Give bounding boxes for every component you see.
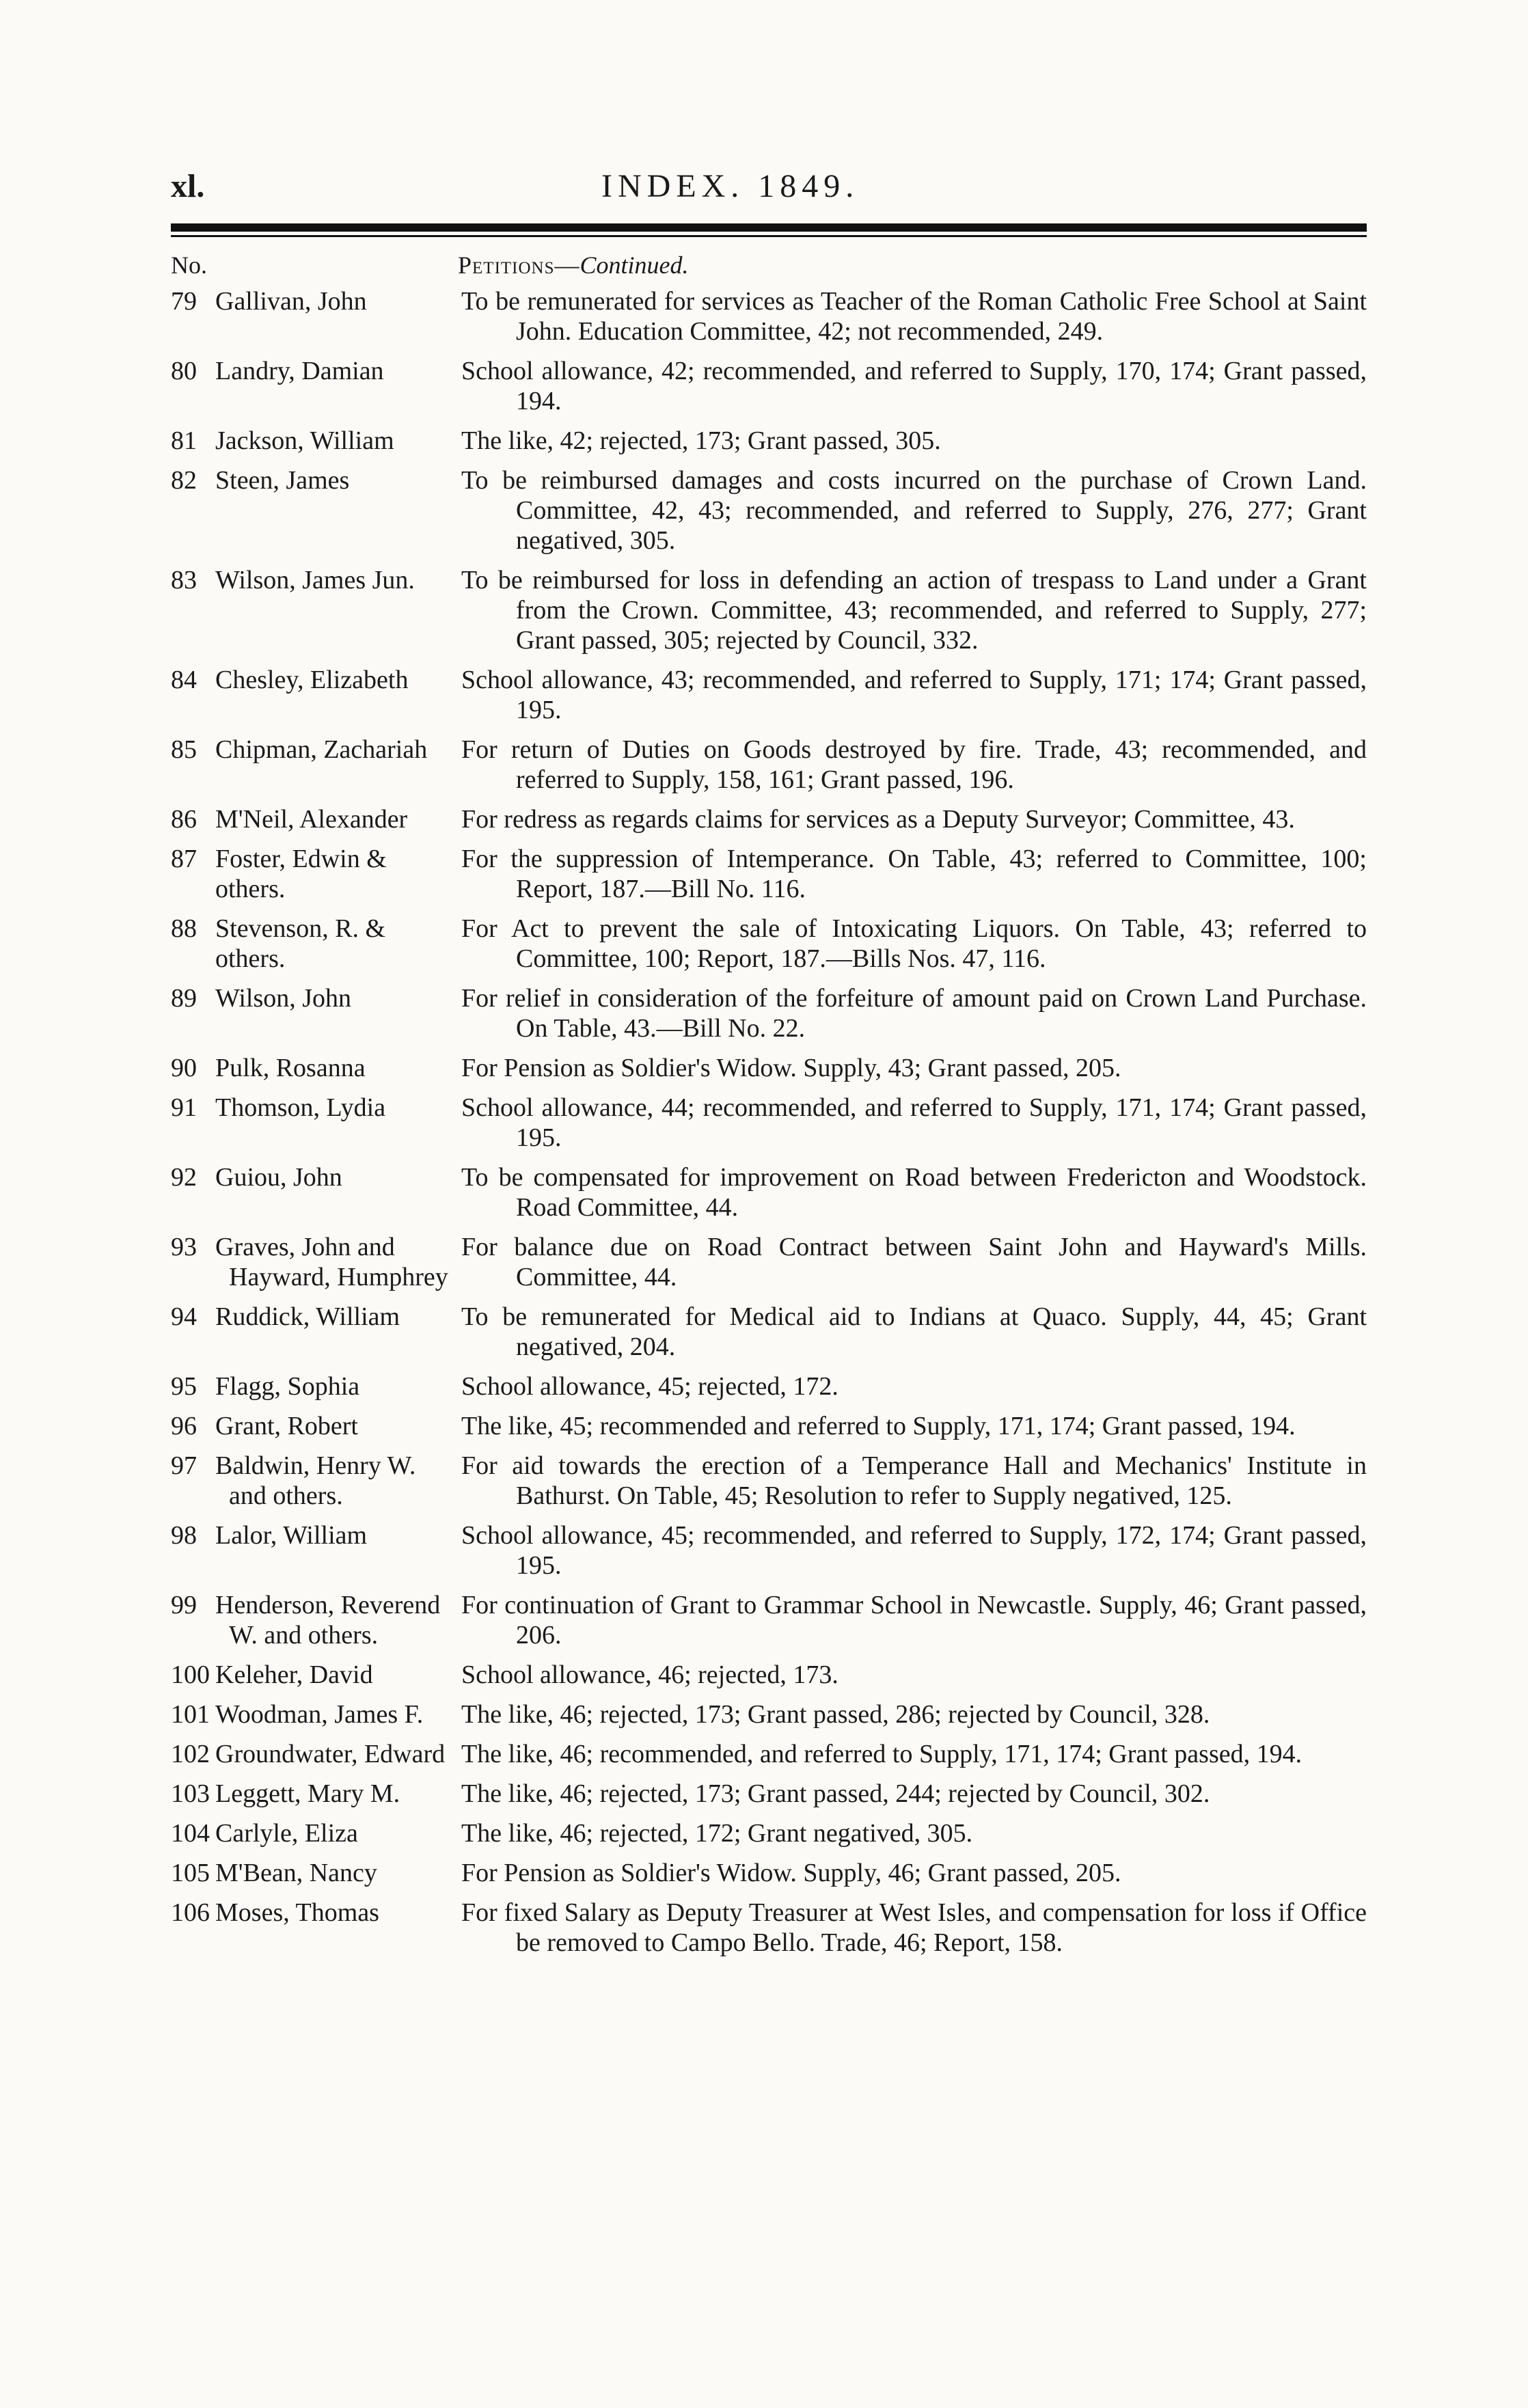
petitioner-name-line: Carlyle, Eliza <box>215 1819 358 1848</box>
petitioner-name-line: Steen, James <box>215 466 350 495</box>
petitioner-name-line: Grant, Robert <box>215 1412 358 1440</box>
petitioner-name-line: Jackson, William <box>215 426 394 455</box>
entry-number: 105 <box>171 1859 210 1887</box>
entry-number: 79 <box>171 287 197 316</box>
entry-number: 100 <box>171 1660 210 1689</box>
page-header <box>171 161 1367 208</box>
petition-entry <box>171 1371 1367 1401</box>
entry-number: 96 <box>171 1412 197 1440</box>
petitioner-name-line: Lalor, William <box>215 1521 368 1550</box>
header-rule-thin <box>171 235 1367 237</box>
petitioner-name-line: Baldwin, Henry W. <box>215 1451 416 1480</box>
petition-description: To be reimbursed for loss in defending an action of trespass to Land under a Grant from the Crown. Committee, 43; recommended, and referred to Supply, 277; Grant passed, 305; rejected by Council, 332. <box>461 566 1367 655</box>
petitioner-name-line: Wilson, James Jun. <box>215 566 415 594</box>
petitioner-name-line: Stevenson, R. & others. <box>215 914 386 973</box>
petitioner-name-line: Flagg, Sophia <box>215 1372 360 1401</box>
header-rule-thick <box>171 223 1367 232</box>
petitioner-name <box>208 286 461 346</box>
petition-entry <box>171 426 1367 456</box>
entry-number: 101 <box>171 1700 210 1729</box>
petitioner-name <box>208 1371 461 1401</box>
entry-number: 95 <box>171 1372 197 1401</box>
entry-number: 87 <box>171 845 197 873</box>
petitioner-name <box>208 1093 461 1153</box>
petition-entry <box>171 1699 1367 1729</box>
petition-entry <box>171 1818 1367 1848</box>
petition-description: School allowance, 43; recommended, and referred to Supply, 171; 174; Grant passed, 195. <box>461 666 1367 724</box>
petition-entry <box>171 1660 1367 1690</box>
entry-number: 91 <box>171 1093 197 1122</box>
entry-number: 97 <box>171 1451 197 1480</box>
entry-number: 104 <box>171 1819 210 1848</box>
number-column-label: No. <box>171 251 207 279</box>
petition-description: School allowance, 46; rejected, 173. <box>461 1660 838 1689</box>
petitioner-name-line: Groundwater, Edward <box>215 1740 446 1768</box>
petitioner-name <box>208 914 461 974</box>
petition-entry <box>171 1302 1367 1362</box>
petitioner-name-line: M'Neil, Alexander <box>215 805 408 834</box>
petitioner-name-line: Ruddick, William <box>215 1302 400 1331</box>
petition-description: School allowance, 44; recommended, and referred to Supply, 171, 174; Grant passed, 195. <box>461 1093 1367 1152</box>
entry-number: 99 <box>171 1591 197 1619</box>
petitioner-name-line: Chipman, Zachariah <box>215 735 428 764</box>
petition-description: The like, 45; recommended and referred to Supply, 171, 174; Grant passed, 194. <box>461 1412 1296 1440</box>
petitioner-name <box>208 565 461 655</box>
entry-number: 86 <box>171 805 197 834</box>
petitioner-name <box>208 1898 461 1958</box>
petition-description: For balance due on Road Contract between Saint John and Hayward's Mills. Committee, 44. <box>461 1233 1367 1291</box>
petition-entry <box>171 1451 1367 1511</box>
petitioner-name <box>208 844 461 904</box>
entry-number: 92 <box>171 1163 197 1192</box>
petition-entry <box>171 465 1367 556</box>
petitioner-name-line: Graves, John and <box>215 1233 395 1261</box>
entry-number: 81 <box>171 426 197 455</box>
petition-entry <box>171 1093 1367 1153</box>
section-label: Petitions— <box>458 251 580 279</box>
petitioner-name-line: Chesley, Elizabeth <box>215 666 409 694</box>
petitioner-name <box>208 1411 461 1441</box>
petitioner-name <box>208 804 461 834</box>
petitioner-name <box>208 1779 461 1809</box>
petition-entry <box>171 1162 1367 1222</box>
petitioner-name <box>208 1053 461 1083</box>
petitioner-name-line: Foster, Edwin & others. <box>215 845 387 903</box>
petition-description: School allowance, 45; recommended, and referred to Supply, 172, 174; Grant passed, 195. <box>461 1521 1367 1580</box>
petitioner-name-line: Wilson, John <box>215 984 352 1013</box>
petitioner-name-line: Leggett, Mary M. <box>215 1779 400 1808</box>
petitioner-name <box>208 1520 461 1581</box>
petition-entry <box>171 1739 1367 1769</box>
petition-description: To be remunerated for services as Teacher of the Roman Catholic Free School at Saint John. Education Committee, 42; not recommended, 249. <box>461 287 1367 346</box>
petition-description: The like, 46; recommended, and referred to Supply, 171, 174; Grant passed, 194. <box>461 1740 1302 1768</box>
petitioner-name <box>208 1660 461 1690</box>
petition-entry <box>171 665 1367 725</box>
petition-description: For the suppression of Intemperance. On Table, 43; referred to Committee, 100; Report, 187.—Bill No. 116. <box>461 845 1367 903</box>
petition-description: School allowance, 45; rejected, 172. <box>461 1372 838 1401</box>
petition-entry <box>171 983 1367 1043</box>
index-page <box>171 161 1367 1967</box>
petitioner-name-line: Keleher, David <box>215 1660 373 1689</box>
entry-number: 89 <box>171 984 197 1013</box>
petitioner-name-line: Guiou, John <box>215 1163 342 1192</box>
petitioner-name-continuation: W. and others. <box>229 1621 379 1650</box>
petition-entry <box>171 286 1367 346</box>
petitioner-name <box>208 665 461 725</box>
continued-label: Continued. <box>579 251 689 279</box>
petition-entry <box>171 1898 1367 1958</box>
petitioner-name-line: Gallivan, John <box>215 287 367 316</box>
petition-description: The like, 46; rejected, 173; Grant passed, 286; rejected by Council, 328. <box>461 1700 1210 1729</box>
entry-number: 84 <box>171 666 197 694</box>
entry-number: 82 <box>171 466 197 495</box>
petition-entry <box>171 356 1367 416</box>
petitioner-name <box>208 1232 461 1292</box>
petitioner-name <box>208 356 461 416</box>
page-title: INDEX. 1849. <box>601 168 860 204</box>
entry-number: 88 <box>171 914 197 943</box>
petition-description: To be compensated for improvement on Road between Fredericton and Woodstock. Road Committee, 44. <box>461 1163 1367 1222</box>
petitioner-name-line: Thomson, Lydia <box>215 1093 386 1122</box>
entry-number: 80 <box>171 357 197 385</box>
petitioner-name <box>208 1818 461 1848</box>
petitioner-name-line: Henderson, Reverend <box>215 1591 441 1619</box>
petition-entry <box>171 914 1367 974</box>
petition-entries <box>171 286 1367 1958</box>
petitioner-name <box>208 1739 461 1769</box>
petitioner-name-continuation: Hayward, Humphrey <box>229 1263 448 1291</box>
petitioner-name <box>208 1162 461 1222</box>
petition-description: For redress as regards claims for services as a Deputy Surveyor; Committee, 43. <box>461 805 1295 834</box>
petition-entry <box>171 1779 1367 1809</box>
petitioner-name <box>208 735 461 795</box>
petition-description: The like, 42; rejected, 173; Grant passed, 305. <box>461 426 941 455</box>
petitioner-name <box>208 1590 461 1650</box>
petitioner-name <box>208 465 461 556</box>
entry-number: 106 <box>171 1898 210 1927</box>
section-heading <box>458 251 689 279</box>
petition-entry <box>171 1858 1367 1888</box>
column-header <box>171 251 1367 282</box>
petitioner-name <box>208 983 461 1043</box>
petition-entry <box>171 1520 1367 1581</box>
petition-description: For Pension as Soldier's Widow. Supply, 43; Grant passed, 205. <box>461 1054 1121 1082</box>
petition-entry <box>171 1411 1367 1441</box>
petition-description: For aid towards the erection of a Temperance Hall and Mechanics' Institute in Bathurst. On Table, 45; Resolution to refer to Supply negatived, 125. <box>461 1451 1367 1510</box>
petitioner-name-line: Moses, Thomas <box>215 1898 379 1927</box>
petition-description: The like, 46; rejected, 172; Grant negatived, 305. <box>461 1819 973 1848</box>
petition-entry <box>171 1590 1367 1650</box>
petition-description: The like, 46; rejected, 173; Grant passed, 244; rejected by Council, 302. <box>461 1779 1210 1808</box>
page-number: xl. <box>171 168 205 204</box>
petition-description: For continuation of Grant to Grammar School in Newcastle. Supply, 46; Grant passed, 206. <box>461 1591 1367 1650</box>
petition-description: For fixed Salary as Deputy Treasurer at West Isles, and compensation for loss if Office be removed to Campo Bello. Trade, 46; Report, 158. <box>461 1898 1367 1957</box>
entry-number: 103 <box>171 1779 210 1808</box>
petitioner-name-line: Landry, Damian <box>215 357 384 385</box>
petitioner-name <box>208 1451 461 1511</box>
entry-number: 102 <box>171 1740 210 1768</box>
petition-description: For Act to prevent the sale of Intoxicating Liquors. On Table, 43; referred to Committee, 100; Report, 187.—Bills Nos. 47, 116. <box>461 914 1367 973</box>
petitioner-name-line: Pulk, Rosanna <box>215 1054 366 1082</box>
entry-number: 85 <box>171 735 197 764</box>
entry-number: 94 <box>171 1302 197 1331</box>
petitioner-name <box>208 426 461 456</box>
entry-number: 98 <box>171 1521 197 1550</box>
petition-entry <box>171 565 1367 655</box>
petition-description: For relief in consideration of the forfeiture of amount paid on Crown Land Purchase. On Table, 43.—Bill No. 22. <box>461 984 1367 1043</box>
petition-description: School allowance, 42; recommended, and referred to Supply, 170, 174; Grant passed, 194. <box>461 357 1367 415</box>
entry-number: 90 <box>171 1054 197 1082</box>
petitioner-name <box>208 1302 461 1362</box>
petition-entry <box>171 1053 1367 1083</box>
entry-number: 93 <box>171 1233 197 1261</box>
petition-entry <box>171 735 1367 795</box>
petition-entry <box>171 844 1367 904</box>
petition-entry <box>171 1232 1367 1292</box>
entry-number: 83 <box>171 566 197 594</box>
petition-description: To be remunerated for Medical aid to Indians at Quaco. Supply, 44, 45; Grant negatived, 204. <box>461 1302 1367 1361</box>
petitioner-name <box>208 1858 461 1888</box>
petition-description: For return of Duties on Goods destroyed by fire. Trade, 43; recommended, and referred to Supply, 158, 161; Grant passed, 196. <box>461 735 1367 794</box>
petitioner-name-line: Woodman, James F. <box>215 1700 424 1729</box>
petition-description: For Pension as Soldier's Widow. Supply, 46; Grant passed, 205. <box>461 1859 1121 1887</box>
petition-description: To be reimbursed damages and costs incurred on the purchase of Crown Land. Committee, 42, 43; recommended, and referred to Supply, 276, 277; Grant negatived, 305. <box>461 466 1367 555</box>
petitioner-name-line: M'Bean, Nancy <box>215 1859 377 1887</box>
petitioner-name <box>208 1699 461 1729</box>
petitioner-name-continuation: and others. <box>229 1481 343 1510</box>
petition-entry <box>171 804 1367 834</box>
